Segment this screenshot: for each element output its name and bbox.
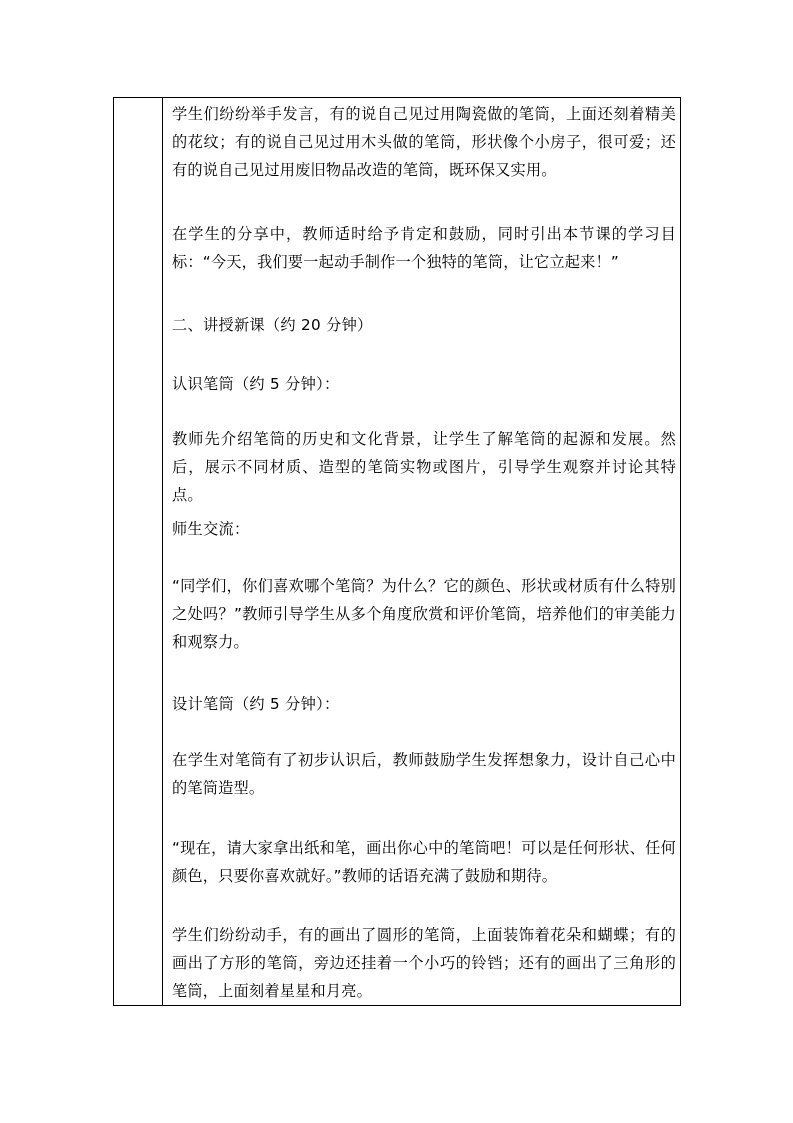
subheading-design-pen-holder: 设计笔筒（约 5 分钟）： <box>172 695 340 713</box>
paragraph-design-encouragement: 在学生对笔筒有了初步认识后，教师鼓励学生发挥想象力，设计自己心中的笔筒造型。 <box>172 751 676 797</box>
paragraph-discussion-question: “同学们，你们喜欢哪个笔筒？为什么？它的颜色、形状或材质有什么特别之处吗？”教师引导学生从多个角度欣赏和评价笔筒，培养他们的审美能力和观察力。 <box>172 577 676 651</box>
table-content-cell <box>163 98 680 1005</box>
paragraph-teacher-instruction: “现在，请大家拿出纸和笔，画出你心中的笔筒吧！可以是任何形状、任何颜色，只要你喜欢就好。”教师的话语充满了鼓励和期待。 <box>172 839 676 885</box>
subheading-recognize-pen-holder: 认识笔筒（约 5 分钟）： <box>172 375 340 393</box>
paragraph-learning-goal: 在学生的分享中，教师适时给予肯定和鼓励，同时引出本节课的学习目标：“今天，我们要一起动手制作一个独特的笔筒，让它立起来！” <box>172 225 676 271</box>
paragraph-student-drawings: 学生们纷纷动手，有的画出了圆形的笔筒，上面装饰着花朵和蝴蝶；有的画出了方形的笔筒，旁边还挂着一个小巧的铃铛；还有的画出了三角形的笔筒，上面刻着星星和月亮。 <box>172 926 676 1000</box>
section-heading-new-lesson: 二、讲授新课（约 20 分钟） <box>172 316 373 334</box>
paragraph-pen-holder-history: 教师先介绍笔筒的历史和文化背景，让学生了解笔筒的起源和发展。然后，展示不同材质、造型的笔筒实物或图片，引导学生观察并讨论其特点。 <box>172 430 676 504</box>
table-label-cell <box>114 98 163 1005</box>
lesson-table <box>113 97 681 1006</box>
paragraph-student-responses: 学生们纷纷举手发言，有的说自己见过用陶瓷做的笔筒，上面还刻着精美的花纹；有的说自己见过用木头做的笔筒，形状像个小房子，很可爱；还有的说自己见过用废旧物品改造的笔筒，既环保又实用。 <box>172 105 676 179</box>
subheading-teacher-student-exchange: 师生交流： <box>172 520 250 538</box>
